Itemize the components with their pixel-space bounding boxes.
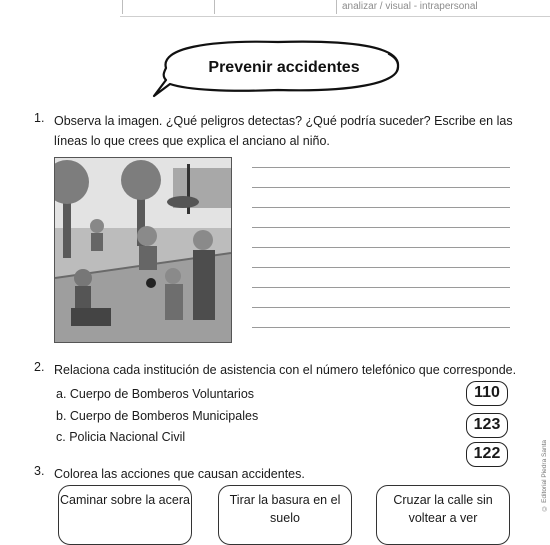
question-3-text: Colorea las acciones que causan accidentes.	[54, 467, 305, 481]
publisher-credit: © Editorial Piedra Santa	[541, 440, 548, 512]
answer-line[interactable]	[252, 267, 510, 268]
question-1-number: 1.	[34, 111, 45, 125]
answer-line[interactable]	[252, 307, 510, 308]
action-card[interactable]: Tirar la basura en el suelo	[218, 485, 352, 545]
question-3-number: 3.	[34, 464, 45, 478]
question-2-number: 2.	[34, 360, 45, 374]
institution-option-c: c. Policia Nacional Civil	[56, 430, 186, 444]
answer-line[interactable]	[252, 167, 510, 168]
answer-line[interactable]	[252, 247, 510, 248]
header-divider	[122, 0, 123, 14]
skills-note: analizar / visual - intrapersonal	[342, 1, 478, 12]
illustration-kids-playing-street	[54, 157, 232, 343]
phone-number-badge[interactable]: 110	[466, 381, 508, 406]
answer-line[interactable]	[252, 327, 510, 328]
header-divider	[336, 0, 337, 14]
header-divider	[214, 0, 215, 14]
answer-line[interactable]	[252, 187, 510, 188]
phone-number-badge[interactable]: 123	[466, 413, 508, 438]
answer-line[interactable]	[252, 227, 510, 228]
action-card[interactable]: Caminar sobre la acera	[58, 485, 192, 545]
institution-option-b: b. Cuerpo de Bomberos Municipales	[56, 409, 259, 423]
question-1-text: Observa la imagen. ¿Qué peligros detectas? ¿Qué podría suceder? Escribe en las líneas lo que crees que explica el anciano al niño.	[54, 114, 513, 148]
question-2-text: Relaciona cada institución de asistencia con el número telefónico que corresponde.	[54, 363, 517, 377]
header-rule	[120, 16, 550, 17]
answer-line[interactable]	[252, 207, 510, 208]
page-title: Prevenir accidentes	[208, 59, 360, 76]
phone-number-badge[interactable]: 122	[466, 442, 508, 467]
institution-option-a: a. Cuerpo de Bomberos Voluntarios	[56, 387, 255, 401]
answer-line[interactable]	[252, 287, 510, 288]
action-card[interactable]: Cruzar la calle sin voltear a ver	[376, 485, 510, 545]
